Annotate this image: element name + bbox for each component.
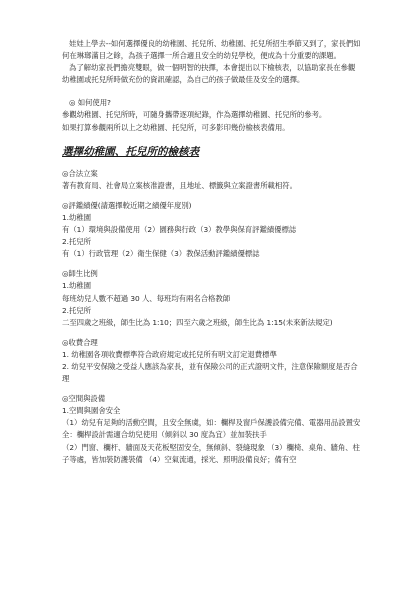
fees-item-2: 2. 幼兒平安保險之受益人應該為家長，並有保險公司的正式證明文件，注意保險額度是否合理 [62, 361, 358, 384]
space-heading: ◎空間與設備 [62, 394, 106, 404]
checklist-section-title: 選擇幼稚園、托兒所的檢核表 [62, 145, 200, 158]
space-item-2: （2）門窗、欄杆、牆面及天花板堅固安全，無傾斜、裂縫現象 （3）欄椅、桌角、牆角、柱子等處，皆加裝防護裝備 （4）空氣流通，採光、照明設備良好；備有空 [62, 442, 360, 464]
usage-line-1: 參觀幼稚園、托兒所時，可隨身攜帶逐項紀錄，作為選擇幼稚園、托兒所的參考。 [62, 110, 327, 120]
evaluation-nursery-label: 2.托兒所 [62, 237, 91, 247]
usage-heading: ◎ 如何使用? [69, 98, 111, 108]
evaluation-kg-text: 有（1）環境與設備使用（2）園務與行政（3）教學與保育評鑑績優標誌 [62, 225, 297, 235]
ratio-kg-text: 每班幼兒人數不超過 30 人、每班均有兩名合格教師 [62, 293, 231, 303]
legal-text: 著有教育局、社會局立案核准證書，且地址、標籤與立案證書所載相符。 [62, 180, 297, 190]
ratio-nursery-label: 2.托兒所 [62, 305, 91, 315]
intro-paragraph-2: 為了解幼家長們擔亮雙眼，做一個明智的抉擇，本會提出以下檢核表，以協助家長在參觀幼稚園或托兒所時做充份的資訊確認，為自己的孩子做最佳及安全的選擇。 [62, 63, 356, 85]
space-item-1: （1）幼兒有足夠的活動空間，且安全無虞，如：欄桿及窗戶保護設備完備、電器用品設置安全：欄桿設計需適合幼兒使用（傾斜以 30 度為宜）並加裝扶手 [62, 418, 361, 440]
space-subheading-1: 1.空間與園舍安全 [62, 406, 121, 416]
document-body [62, 38, 362, 466]
ratio-heading: ◎師生比例 [62, 269, 98, 279]
fees-heading: ◎收費合理 [62, 337, 98, 347]
evaluation-kg-label: 1.幼稚園 [62, 212, 91, 222]
usage-line-2: 如果打算參觀兩所以上之幼稚園、托兒所，可多影印幾份檢核表備用。 [62, 122, 290, 132]
legal-heading: ◎合法立案 [62, 168, 98, 178]
fees-item-1: 1. 幼稚園各項收費標準符合政府規定或托兒所有明文訂定退費標準 [62, 349, 277, 359]
ratio-nursery-text: 二至四歲之班級，師生比為 1:10；四至六歲之班級，師生比為 1:15(未來新法規定) [62, 317, 333, 327]
evaluation-heading: ◎評鑑績優(請選擇較近期之績優年度別) [62, 200, 192, 210]
intro-paragraph-1: 娃娃上學去--如何選擇優良的幼稚園、托兒所、幼稚園、托兒所招生季節又到了，家長們如何在琳瑯滿目之餘，為孩子選擇一所合適且安全的幼兒學校，便成為十分重要的課題。 [62, 39, 361, 61]
ratio-kg-label: 1.幼稚園 [62, 281, 91, 291]
evaluation-nursery-text: 有（1）行政管理（2）衛生保健（3）教保活動評鑑績優標誌 [62, 249, 260, 259]
